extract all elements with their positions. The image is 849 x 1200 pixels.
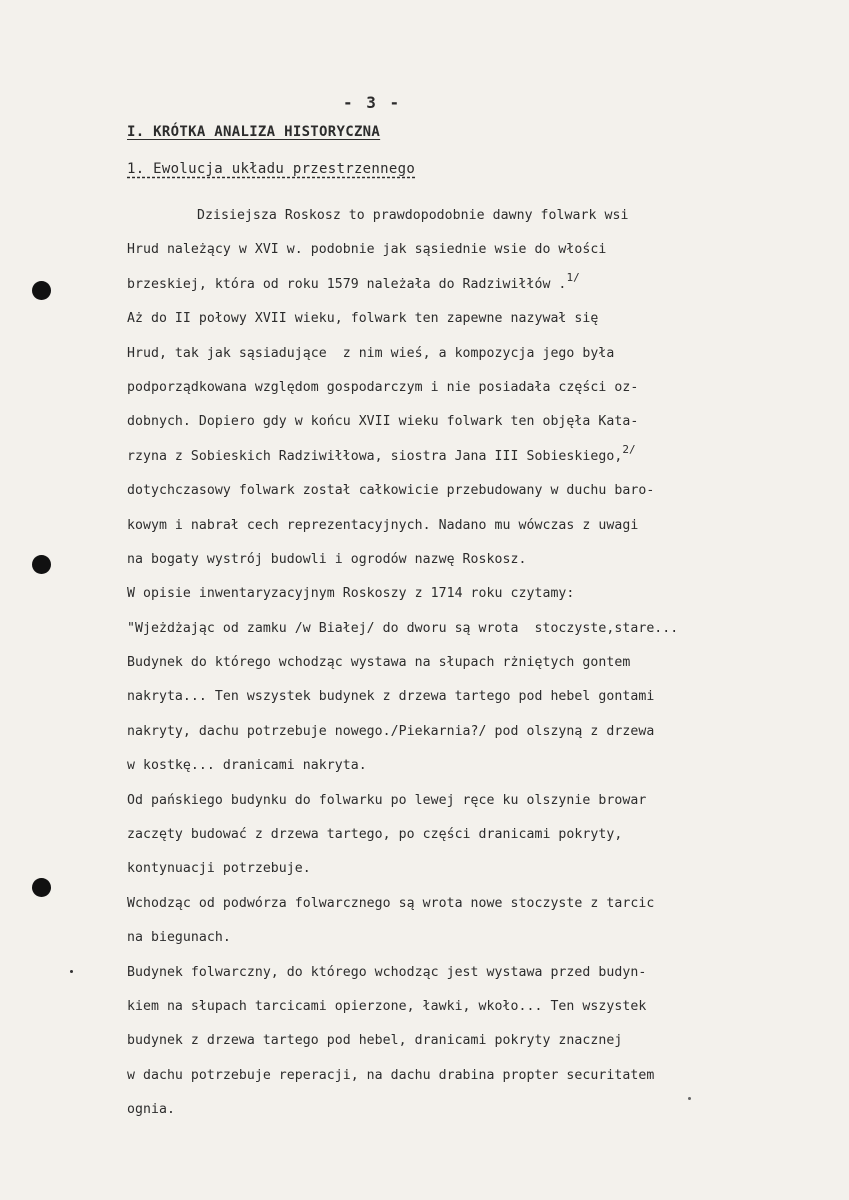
text-line	[127, 784, 832, 818]
text-line-content: Od pańskiego budynku do folwarku po lewej ręce ku olszynie browar	[127, 792, 647, 808]
text-line	[127, 990, 832, 1024]
text-line	[127, 543, 832, 577]
section-heading: I. KRÓTKA ANALIZA HISTORYCZNA	[127, 124, 381, 140]
text-line-content: W opisie inwentaryzacyjnym Roskoszy z 1714 roku czytamy:	[127, 586, 575, 602]
text-line	[127, 474, 832, 508]
text-line-content: dobnych. Dopiero gdy w końcu XVII wieku folwark ten objęła Kata-	[127, 414, 639, 430]
text-line-content: kontynuacji potrzebuje.	[127, 861, 311, 877]
text-line-content: ognia.	[127, 1102, 175, 1118]
text-line	[127, 268, 832, 302]
paper-speck	[70, 970, 73, 973]
text-line-content: podporządkowana względom gospodarczym i nie posiadała części oz-	[127, 379, 639, 395]
text-line	[127, 371, 832, 405]
text-line-content: dotychczasowy folwark został całkowicie przebudowany w duchu baro-	[127, 483, 655, 499]
footnote-marker: 2/	[622, 442, 636, 456]
text-line-content: "Wjeżdżając od zamku /w Białej/ do dworu są wrota stoczyste,stare...	[127, 620, 679, 636]
text-line	[127, 199, 832, 233]
text-line	[127, 233, 832, 267]
text-line	[127, 405, 832, 439]
text-line	[127, 1024, 832, 1058]
text-line	[127, 646, 832, 680]
text-line	[127, 302, 832, 336]
text-line-content: nakryty, dachu potrzebuje nowego./Piekarnia?/ pod olszyną z drzewa	[127, 723, 655, 739]
text-line-content: kiem na słupach tarcicami opierzone, ławki, wkoło... Ten wszystek	[127, 998, 647, 1014]
text-line-content: Hrud należący w XVI w. podobnie jak sąsiednie wsie do włości	[127, 242, 607, 258]
text-line	[127, 749, 832, 783]
text-line	[127, 715, 832, 749]
text-line	[127, 337, 832, 371]
text-line-content: zaczęty budować z drzewa tartego, po części dranicami pokryty,	[127, 827, 623, 843]
text-line	[127, 852, 832, 886]
text-line	[127, 1059, 832, 1093]
text-line-content: kowym i nabrał cech reprezentacyjnych. Nadano mu wówczas z uwagi	[127, 517, 639, 533]
punch-hole	[32, 878, 51, 897]
text-line-content: brzeskiej, która od roku 1579 należała do Radziwiłłów .	[127, 276, 567, 292]
text-line	[127, 818, 832, 852]
body-text	[127, 199, 832, 1128]
text-line	[127, 509, 832, 543]
text-line	[127, 887, 832, 921]
text-line	[127, 577, 832, 611]
text-line	[127, 680, 832, 714]
text-line-content: budynek z drzewa tartego pod hebel, dranicami pokryty znacznej	[127, 1033, 623, 1049]
punch-hole	[32, 555, 51, 574]
text-line-content: w kostkę... dranicami nakryta.	[127, 758, 367, 774]
punch-hole	[32, 281, 51, 300]
text-line-content: Wchodząc od podwórza folwarcznego są wrota nowe stoczyste z tarcic	[127, 895, 655, 911]
text-line-content: Dzisiejsza Roskosz to prawdopodobnie dawny folwark wsi	[197, 208, 629, 223]
page-number: - 3 -	[343, 93, 402, 112]
text-line	[127, 440, 832, 474]
text-line-content: rzyna z Sobieskich Radziwiłłowa, siostra Jana III Sobieskiego,	[127, 448, 623, 464]
text-line	[127, 921, 832, 955]
text-line	[127, 1093, 832, 1127]
footnote-marker: 1/	[566, 270, 580, 284]
text-line	[127, 612, 832, 646]
text-line	[127, 956, 832, 990]
text-line-content: na biegunach.	[127, 930, 231, 946]
text-line-content: nakryta... Ten wszystek budynek z drzewa tartego pod hebel gontami	[127, 689, 655, 705]
text-line-content: w dachu potrzebuje reperacji, na dachu drabina propter securitatem	[127, 1067, 655, 1083]
text-line-content: Aż do II połowy XVII wieku, folwark ten zapewne nazywał się	[127, 311, 599, 327]
text-line-content: na bogaty wystrój budowli i ogrodów nazwę Roskosz.	[127, 551, 527, 567]
subsection-heading: 1. Ewolucja układu przestrzennego	[127, 161, 416, 177]
text-line-content: Budynek folwarczny, do którego wchodząc jest wystawa przed budyn-	[127, 964, 647, 980]
text-line-content: Budynek do którego wchodząc wystawa na słupach rżniętych gontem	[127, 655, 631, 671]
text-line-content: Hrud, tak jak sąsiadujące z nim wieś, a kompozycja jego była	[127, 345, 615, 361]
